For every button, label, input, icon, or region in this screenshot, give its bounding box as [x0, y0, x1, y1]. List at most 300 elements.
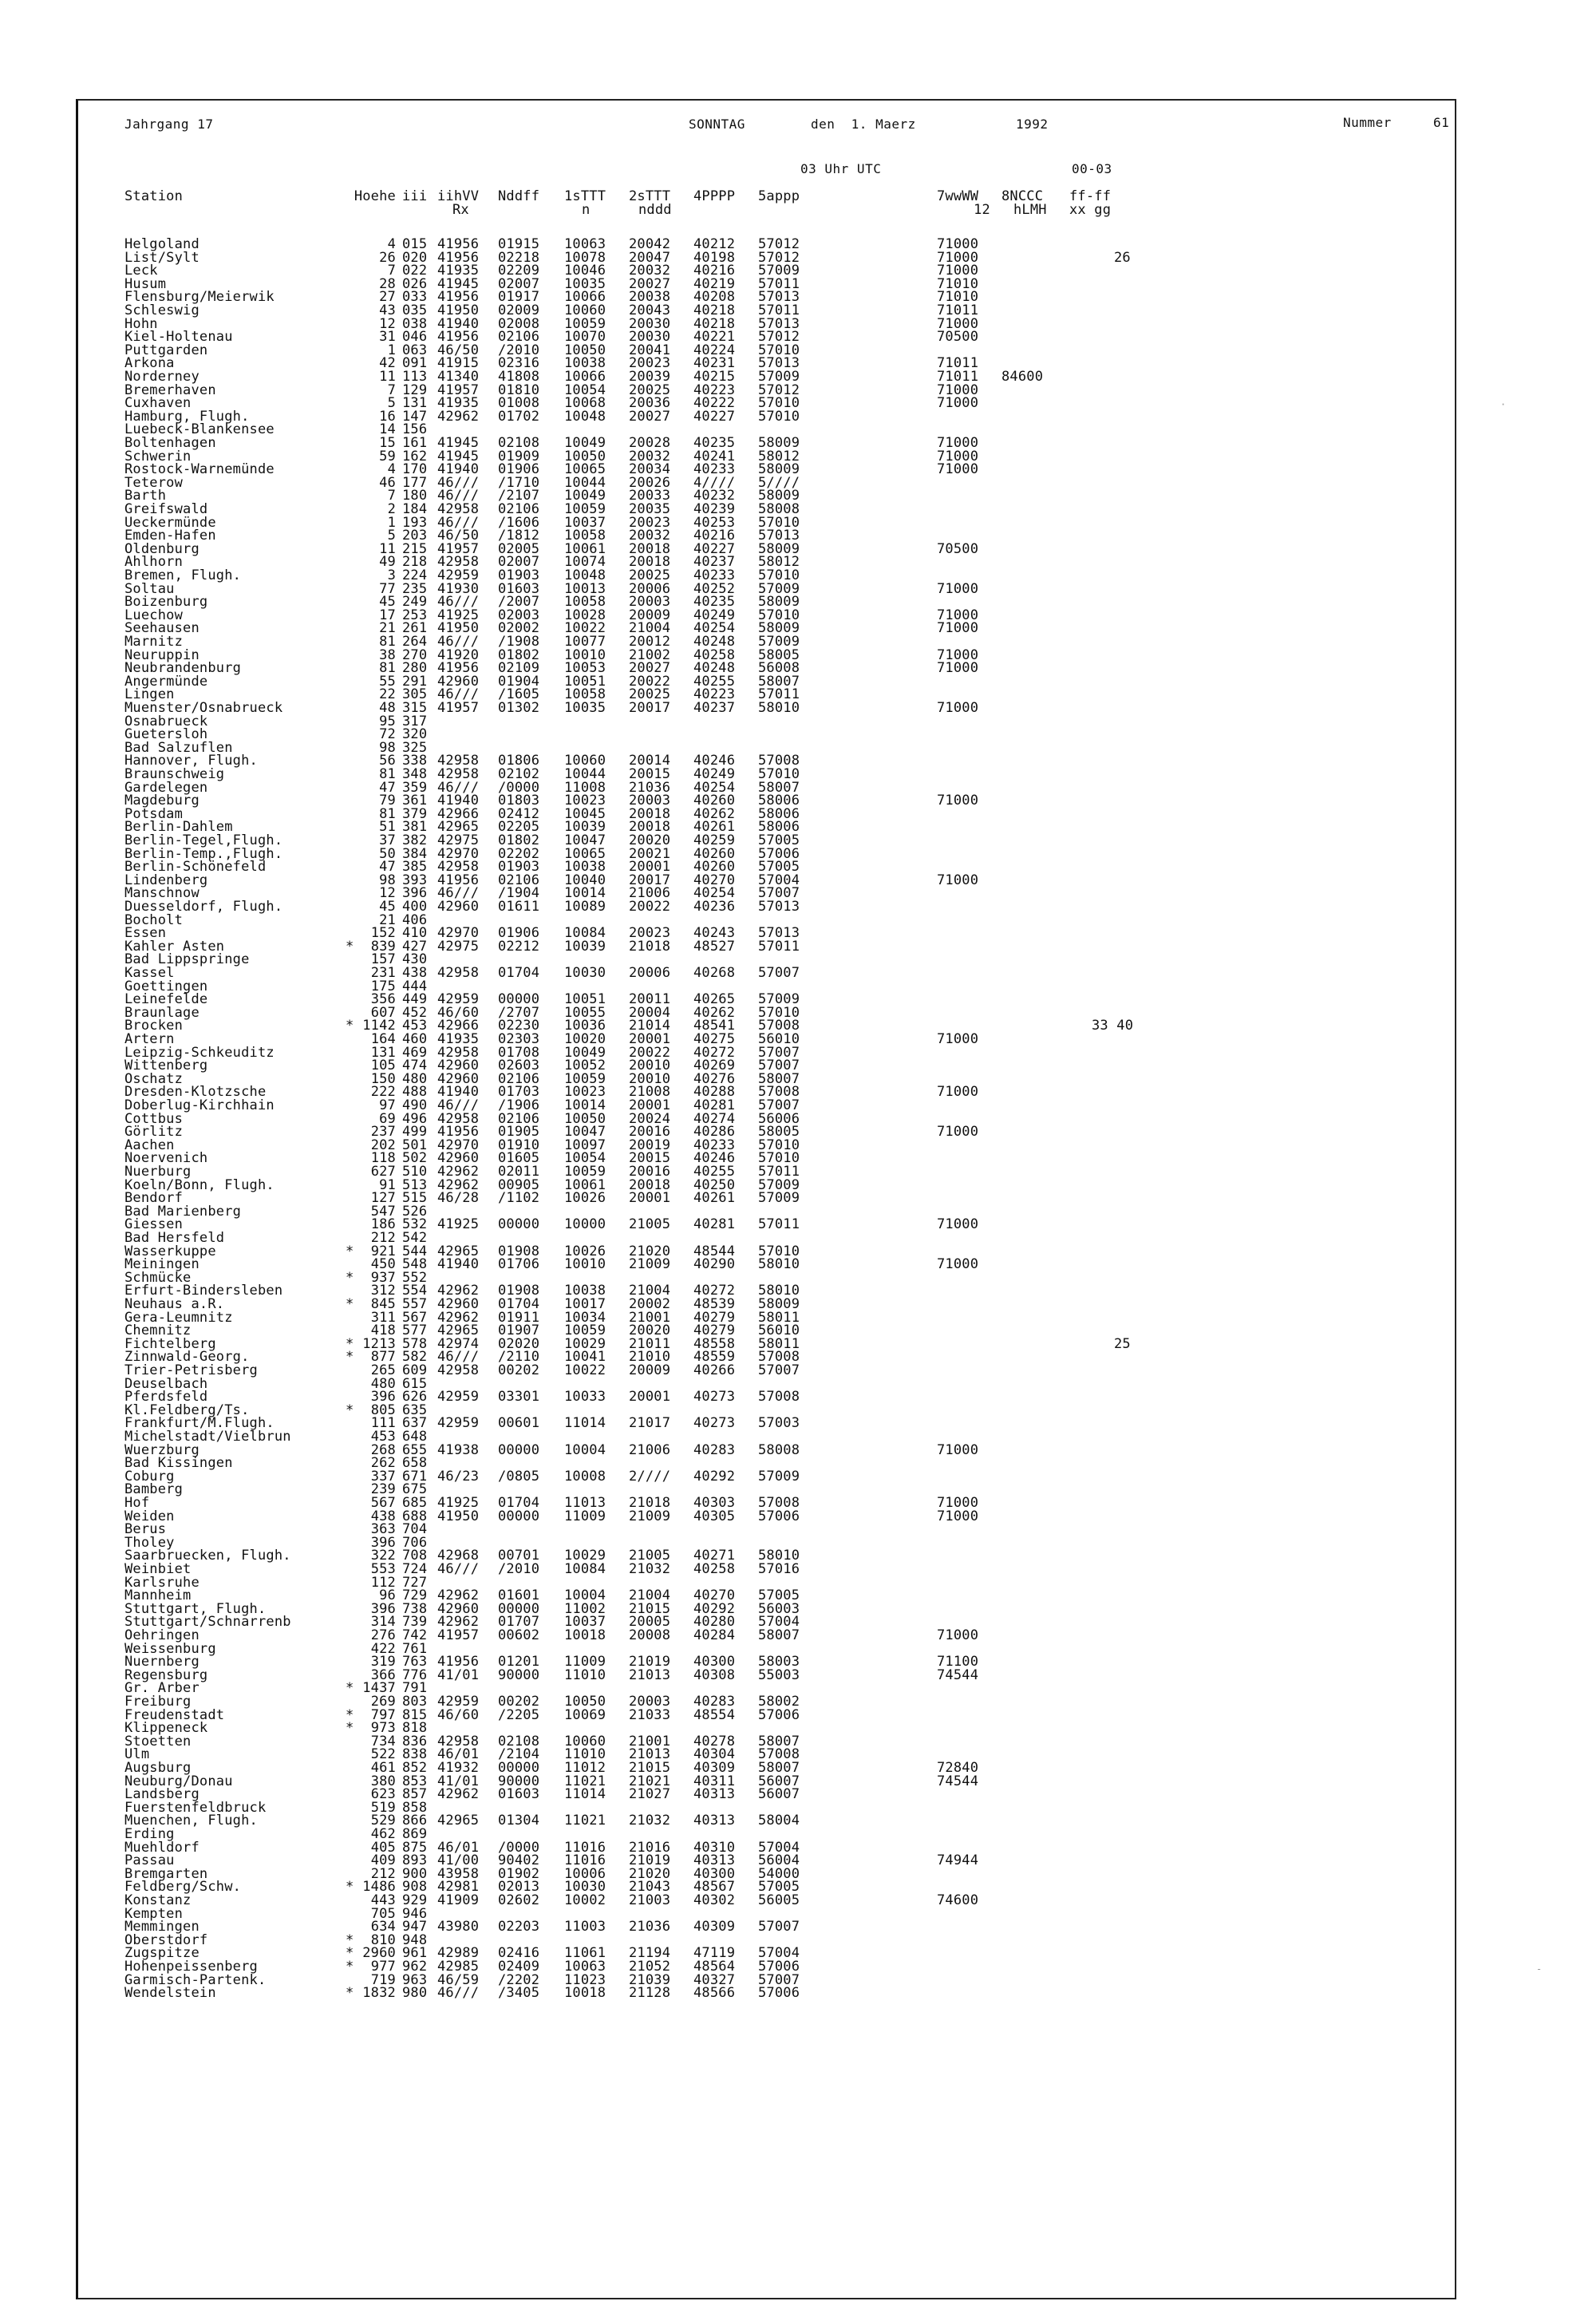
iihvv-value: 43980 — [437, 1919, 480, 1935]
5appp-value: 57012 — [758, 249, 800, 266]
ff-value: 25 — [1114, 1335, 1131, 1352]
iihvv-value: 41950 — [437, 620, 480, 637]
4pppp-value: 40300 — [693, 1654, 736, 1670]
station-name: Weiden — [124, 1508, 175, 1524]
1sttt-value: 10029 — [564, 1335, 606, 1352]
iii-value: 675 — [402, 1481, 428, 1498]
hoehe-value: 396 — [370, 1600, 396, 1617]
4pppp-value: 40249 — [693, 766, 736, 782]
high-station-marker: * — [346, 1335, 354, 1352]
1sttt-value: 10002 — [564, 1892, 606, 1908]
hoehe-value: 127 — [370, 1190, 396, 1207]
iii-value: 170 — [402, 461, 428, 478]
hoehe-value: 45 — [379, 594, 396, 611]
5appp-value: 58007 — [758, 1070, 800, 1087]
1sttt-value: 10014 — [564, 885, 606, 902]
5appp-value: 57008 — [758, 1084, 800, 1101]
5appp-value: 57007 — [758, 885, 800, 902]
5appp-value: 57012 — [758, 329, 800, 346]
4pppp-value: 40283 — [693, 1694, 736, 1710]
hoehe-value: 17 — [379, 607, 396, 623]
station-name: Lindenberg — [124, 872, 208, 888]
2sttt-value: 21015 — [629, 1760, 671, 1776]
high-station-marker: * — [346, 1349, 354, 1366]
iihvv-value: 46/// — [437, 1561, 480, 1577]
iihvv-value: 42974 — [437, 1335, 480, 1352]
iii-value: 261 — [402, 620, 428, 637]
station-name: Bad Marienberg — [124, 1203, 242, 1220]
hoehe-value: 634 — [370, 1919, 396, 1935]
table-row — [78, 1192, 1459, 1205]
5appp-value: 57007 — [758, 965, 800, 981]
5appp-value: 57008 — [758, 1349, 800, 1366]
4pppp-value: 40198 — [693, 249, 736, 266]
hoehe-value: 95 — [379, 713, 396, 729]
iii-value: 852 — [402, 1760, 428, 1776]
iii-value: 635 — [402, 1402, 428, 1418]
station-name: Braunlage — [124, 1004, 200, 1021]
5appp-value: 58011 — [758, 1309, 800, 1326]
hoehe-value: 97 — [379, 1097, 396, 1113]
2sttt-value: 21013 — [629, 1746, 671, 1763]
station-name: Norderney — [124, 369, 200, 385]
5appp-value: 57009 — [758, 580, 800, 597]
1sttt-value: 10065 — [564, 461, 606, 478]
iihvv-value: 42975 — [437, 832, 480, 848]
iihvv-value: 42970 — [437, 1137, 480, 1153]
iihvv-value: 41956 — [437, 1654, 480, 1670]
iihvv-value: 46/// — [437, 514, 480, 531]
5appp-value: 57016 — [758, 1561, 800, 1577]
4pppp-value: 40288 — [693, 1084, 736, 1101]
station-name: Neuruppin — [124, 646, 200, 663]
station-name: Puttgarden — [124, 342, 208, 358]
iihvv-value: 41956 — [437, 872, 480, 888]
5appp-value: 58007 — [758, 1627, 800, 1643]
hoehe-value: 877 — [370, 1349, 396, 1366]
5appp-value: 56004 — [758, 1852, 800, 1869]
5appp-value: 58002 — [758, 1694, 800, 1710]
iihvv-value: 42981 — [437, 1879, 480, 1896]
1sttt-value: 10039 — [564, 819, 606, 836]
iii-value: 193 — [402, 514, 428, 531]
nddff-value: 02106 — [498, 1110, 540, 1127]
1sttt-value: 10061 — [564, 1176, 606, 1193]
2sttt-value: 20022 — [629, 673, 671, 690]
5appp-value: 57010 — [758, 1137, 800, 1153]
scan-speck: - — [1536, 1963, 1543, 1975]
station-name: Cuxhaven — [124, 395, 192, 412]
table-row — [78, 1441, 1459, 1458]
iii-value: 490 — [402, 1097, 428, 1113]
station-name: Muenster/Osnabrueck — [124, 700, 283, 716]
2sttt-value: 20010 — [629, 1058, 671, 1074]
station-name: Oschatz — [124, 1070, 184, 1087]
station-name: Erfurt-Bindersleben — [124, 1283, 283, 1299]
hoehe-value: 268 — [370, 1441, 396, 1458]
iihvv-value: 42959 — [437, 1694, 480, 1710]
2sttt-value: 20047 — [629, 249, 671, 266]
iihvv-value: 41925 — [437, 1495, 480, 1511]
hoehe-value: 921 — [370, 1243, 396, 1259]
1sttt-value: 10047 — [564, 832, 606, 848]
1sttt-value: 10058 — [564, 594, 606, 611]
high-station-marker: * — [346, 1959, 354, 1975]
station-name: Coburg — [124, 1468, 175, 1485]
iihvv-value: 42960 — [437, 1070, 480, 1087]
nddff-value: 01911 — [498, 1309, 540, 1326]
2sttt-value: 21019 — [629, 1852, 671, 1869]
iihvv-value: 46/23 — [437, 1468, 480, 1485]
hoehe-value: 418 — [370, 1323, 396, 1339]
7wwww-value: 71000 — [937, 236, 979, 252]
4pppp-value: 40270 — [693, 872, 736, 888]
1sttt-value: 10048 — [564, 567, 606, 583]
hoehe-value: 157 — [370, 951, 396, 968]
col-iihvv-sub: Rx — [452, 202, 469, 218]
table-row — [78, 1510, 1459, 1524]
table-row — [78, 410, 1459, 424]
2sttt-value: 21001 — [629, 1309, 671, 1326]
iihvv-value: 41915 — [437, 355, 480, 372]
station-name: Weissenburg — [124, 1640, 216, 1657]
station-name: Giessen — [124, 1216, 184, 1233]
5appp-value: 58005 — [758, 646, 800, 663]
iii-value: 430 — [402, 951, 428, 968]
iii-value: 577 — [402, 1323, 428, 1339]
nddff-value: 02007 — [498, 275, 540, 292]
5appp-value: 57009 — [758, 1190, 800, 1207]
iihvv-value: 41/01 — [437, 1773, 480, 1789]
hoehe-value: 311 — [370, 1309, 396, 1326]
2sttt-value: 20017 — [629, 872, 671, 888]
iihvv-value: 46/28 — [437, 1190, 480, 1207]
table-row — [78, 1390, 1459, 1404]
iii-value: 046 — [402, 329, 428, 346]
2sttt-value: 20006 — [629, 580, 671, 597]
2sttt-value: 21052 — [629, 1959, 671, 1975]
iii-value: 836 — [402, 1733, 428, 1750]
iii-value: 320 — [402, 726, 428, 743]
1sttt-value: 10053 — [564, 660, 606, 677]
5appp-value: 57010 — [758, 408, 800, 425]
4pppp-value: 40268 — [693, 965, 736, 981]
iihvv-value: 46/// — [437, 1349, 480, 1366]
hoehe-value: 175 — [370, 978, 396, 994]
nddff-value: /1908 — [498, 634, 540, 650]
2sttt-value: 21013 — [629, 1667, 671, 1683]
hoehe-value: 152 — [370, 925, 396, 942]
1sttt-value: 10037 — [564, 514, 606, 531]
1sttt-value: 10068 — [564, 395, 606, 412]
4pppp-value: 40327 — [693, 1971, 736, 1988]
nddff-value: 02009 — [498, 302, 540, 318]
station-name: Manschnow — [124, 885, 200, 902]
1sttt-value: 10047 — [564, 1124, 606, 1141]
5appp-value: 57003 — [758, 1415, 800, 1432]
table-row — [78, 1364, 1459, 1378]
iihvv-value: 41940 — [437, 461, 480, 478]
2sttt-value: 21015 — [629, 1600, 671, 1617]
iii-value: 253 — [402, 607, 428, 623]
5appp-value: 58011 — [758, 1335, 800, 1352]
nddff-value: /1906 — [498, 1097, 540, 1113]
iii-value: 469 — [402, 1044, 428, 1061]
nddff-value: 01910 — [498, 1137, 540, 1153]
iihvv-value: 41956 — [437, 329, 480, 346]
hoehe-value: 239 — [370, 1481, 396, 1498]
5appp-value: 56005 — [758, 1892, 800, 1908]
iii-value: 513 — [402, 1176, 428, 1193]
7wwww-value: 71000 — [937, 1508, 979, 1524]
1sttt-value: 10044 — [564, 474, 606, 491]
5appp-value: 56007 — [758, 1786, 800, 1803]
2sttt-value: 21003 — [629, 1892, 671, 1908]
hoehe-value: 3 — [387, 567, 396, 583]
7wwww-value: 71100 — [937, 1654, 979, 1670]
nddff-value: 01201 — [498, 1654, 540, 1670]
4pppp-value: 40281 — [693, 1097, 736, 1113]
2sttt-value: 20016 — [629, 1124, 671, 1141]
iihvv-value: 41935 — [437, 263, 480, 279]
nddff-value: 00000 — [498, 1600, 540, 1617]
1sttt-value: 11002 — [564, 1600, 606, 1617]
high-station-marker: * — [346, 1879, 354, 1896]
2sttt-value: 21004 — [629, 1283, 671, 1299]
iii-value: 980 — [402, 1985, 428, 2002]
5appp-value: 56007 — [758, 1773, 800, 1789]
iii-value: 305 — [402, 686, 428, 703]
hoehe-value: 51 — [379, 819, 396, 836]
5appp-value: 57011 — [758, 938, 800, 955]
4pppp-value: 48564 — [693, 1959, 736, 1975]
1sttt-value: 10013 — [564, 580, 606, 597]
1sttt-value: 10054 — [564, 1150, 606, 1167]
2sttt-value: 20005 — [629, 1614, 671, 1631]
1sttt-value: 11003 — [564, 1919, 606, 1935]
7wwww-value: 71000 — [937, 607, 979, 623]
4pppp-value: 40274 — [693, 1110, 736, 1127]
1sttt-value: 10026 — [564, 1190, 606, 1207]
hoehe-value: 47 — [379, 859, 396, 876]
nddff-value: 02409 — [498, 1959, 540, 1975]
2sttt-value: 20027 — [629, 275, 671, 292]
nddff-value: 90000 — [498, 1667, 540, 1683]
5appp-value: 57011 — [758, 302, 800, 318]
nddff-value: 01702 — [498, 408, 540, 425]
iii-value: 724 — [402, 1561, 428, 1577]
iihvv-value: 41957 — [437, 382, 480, 398]
station-name: Memmingen — [124, 1919, 200, 1935]
station-name: Neubrandenburg — [124, 660, 242, 677]
station-name: Muenchen, Flugh. — [124, 1813, 258, 1829]
2sttt-value: 20035 — [629, 501, 671, 517]
iii-value: 379 — [402, 805, 428, 822]
7wwww-value: 71000 — [937, 1256, 979, 1273]
time-label: 03 Uhr UTC — [800, 161, 882, 176]
iihvv-value: 42989 — [437, 1945, 480, 1962]
hoehe-value: 1213 — [362, 1335, 396, 1352]
hoehe-value: 59 — [379, 448, 396, 465]
nddff-value: 00000 — [498, 1760, 540, 1776]
1sttt-value: 10048 — [564, 408, 606, 425]
iii-value: 452 — [402, 1004, 428, 1021]
iii-value: 501 — [402, 1137, 428, 1153]
station-name: Aachen — [124, 1137, 175, 1153]
2sttt-value: 21004 — [629, 620, 671, 637]
1sttt-value: 10035 — [564, 275, 606, 292]
nddff-value: 01909 — [498, 448, 540, 465]
4pppp-value: 40280 — [693, 1614, 736, 1631]
2sttt-value: 21014 — [629, 1018, 671, 1034]
1sttt-value: 10050 — [564, 1110, 606, 1127]
5appp-value: 57007 — [758, 1362, 800, 1378]
hoehe-value: 81 — [379, 634, 396, 650]
5appp-value: 58009 — [758, 435, 800, 451]
5appp-value: 57010 — [758, 567, 800, 583]
1sttt-value: 10049 — [564, 435, 606, 451]
station-name: Fichtelberg — [124, 1335, 216, 1352]
scan-speck: · — [1500, 399, 1507, 410]
1sttt-value: 10060 — [564, 1733, 606, 1750]
iii-value: 815 — [402, 1706, 428, 1723]
iii-value: 113 — [402, 369, 428, 385]
2sttt-value: 20009 — [629, 607, 671, 623]
5appp-value: 57010 — [758, 1004, 800, 1021]
hoehe-value: 462 — [370, 1826, 396, 1842]
nddff-value: /2110 — [498, 1349, 540, 1366]
4pppp-value: 40215 — [693, 369, 736, 385]
hoehe-value: 45 — [379, 899, 396, 915]
station-name: Bremerhaven — [124, 382, 216, 398]
nddff-value: 02106 — [498, 872, 540, 888]
iii-value: 582 — [402, 1349, 428, 1366]
5appp-value: 57006 — [758, 1959, 800, 1975]
hoehe-value: 2 — [387, 501, 396, 517]
2sttt-value: 21006 — [629, 1441, 671, 1458]
station-name: Wasserkuppe — [124, 1243, 216, 1259]
4pppp-value: 40249 — [693, 607, 736, 623]
iihvv-value: 42958 — [437, 1733, 480, 1750]
1sttt-value: 10063 — [564, 1959, 606, 1975]
2sttt-value: 20018 — [629, 554, 671, 571]
col-1sttt-sub: n — [582, 202, 591, 218]
hoehe-value: 81 — [379, 805, 396, 822]
5appp-value: 57008 — [758, 1018, 800, 1034]
iii-value: 147 — [402, 408, 428, 425]
4pppp-value: 40208 — [693, 289, 736, 306]
iihvv-value: 42958 — [437, 1110, 480, 1127]
4pppp-value: 40303 — [693, 1495, 736, 1511]
iii-value: 776 — [402, 1667, 428, 1683]
iii-value: 818 — [402, 1720, 428, 1737]
iihvv-value: 46/60 — [437, 1004, 480, 1021]
2sttt-value: 21005 — [629, 1548, 671, 1564]
iii-value: 315 — [402, 700, 428, 716]
hoehe-value: 276 — [370, 1627, 396, 1643]
hoehe-value: 222 — [370, 1084, 396, 1101]
nddff-value: 00602 — [498, 1627, 540, 1643]
station-name: Hohenpeissenberg — [124, 1959, 258, 1975]
nddff-value: 01304 — [498, 1813, 540, 1829]
station-name: Gr. Arber — [124, 1680, 200, 1697]
7wwww-value: 71000 — [937, 1441, 979, 1458]
iihvv-value: 46/59 — [437, 1971, 480, 1988]
hoehe-value: 396 — [370, 1534, 396, 1551]
nddff-value: 03301 — [498, 1389, 540, 1406]
2sttt-value: 21032 — [629, 1561, 671, 1577]
4pppp-value: 40258 — [693, 646, 736, 663]
station-name: Kiel-Holtenau — [124, 329, 233, 346]
1sttt-value: 10058 — [564, 686, 606, 703]
nddff-value: 02109 — [498, 660, 540, 677]
iii-value: 727 — [402, 1574, 428, 1591]
col-ff: ff-ff — [1069, 188, 1112, 204]
station-name: Schleswig — [124, 302, 200, 318]
nddff-value: /1102 — [498, 1190, 540, 1207]
nddff-value: 01611 — [498, 899, 540, 915]
iii-value: 803 — [402, 1694, 428, 1710]
station-name: Osnabrueck — [124, 713, 208, 729]
5appp-value: 57008 — [758, 753, 800, 769]
5appp-value: 57011 — [758, 275, 800, 292]
hoehe-value: 112 — [370, 1574, 396, 1591]
iii-value: 947 — [402, 1919, 428, 1935]
col-8nccc: 8NCCC — [1001, 188, 1044, 204]
table-row — [78, 1563, 1459, 1576]
iii-value: 869 — [402, 1826, 428, 1842]
hoehe-value: 845 — [370, 1296, 396, 1312]
1sttt-value: 10059 — [564, 315, 606, 332]
station-name: Saarbruecken, Flugh. — [124, 1548, 291, 1564]
iihvv-value: 46/// — [437, 885, 480, 902]
table-row — [78, 1258, 1459, 1271]
2sttt-value: 21194 — [629, 1945, 671, 1962]
7wwww-value: 71010 — [937, 289, 979, 306]
1sttt-value: 10028 — [564, 607, 606, 623]
4pppp-value: 40290 — [693, 1256, 736, 1273]
station-name: Regensburg — [124, 1667, 208, 1683]
4pppp-value: 40304 — [693, 1746, 736, 1763]
station-name: Trier-Petrisberg — [124, 1362, 258, 1378]
1sttt-value: 10004 — [564, 1441, 606, 1458]
iihvv-value: 41925 — [437, 1216, 480, 1233]
4pppp-value: 40254 — [693, 779, 736, 796]
4pppp-value: 40308 — [693, 1667, 736, 1683]
station-name: Mannheim — [124, 1587, 192, 1604]
hoehe-value: 1 — [387, 342, 396, 358]
station-name: Teterow — [124, 474, 184, 491]
station-name: Pferdsfeld — [124, 1389, 208, 1406]
station-name: Noervenich — [124, 1150, 208, 1167]
iihvv-value: 46/// — [437, 474, 480, 491]
2sttt-value: 20020 — [629, 1323, 671, 1339]
iii-value: 427 — [402, 938, 428, 955]
station-name: Angermünde — [124, 673, 208, 690]
station-name: Freiburg — [124, 1694, 192, 1710]
iii-value: 406 — [402, 911, 428, 928]
iii-value: 033 — [402, 289, 428, 306]
4pppp-value: 40284 — [693, 1627, 736, 1643]
1sttt-value: 10060 — [564, 302, 606, 318]
nddff-value: /0805 — [498, 1468, 540, 1485]
7wwww-value: 71011 — [937, 302, 979, 318]
8nccc-value: 84600 — [1001, 369, 1044, 385]
iii-value: 038 — [402, 315, 428, 332]
table-row — [78, 1218, 1459, 1232]
7wwww-value: 71000 — [937, 646, 979, 663]
nddff-value: 01907 — [498, 1323, 540, 1339]
